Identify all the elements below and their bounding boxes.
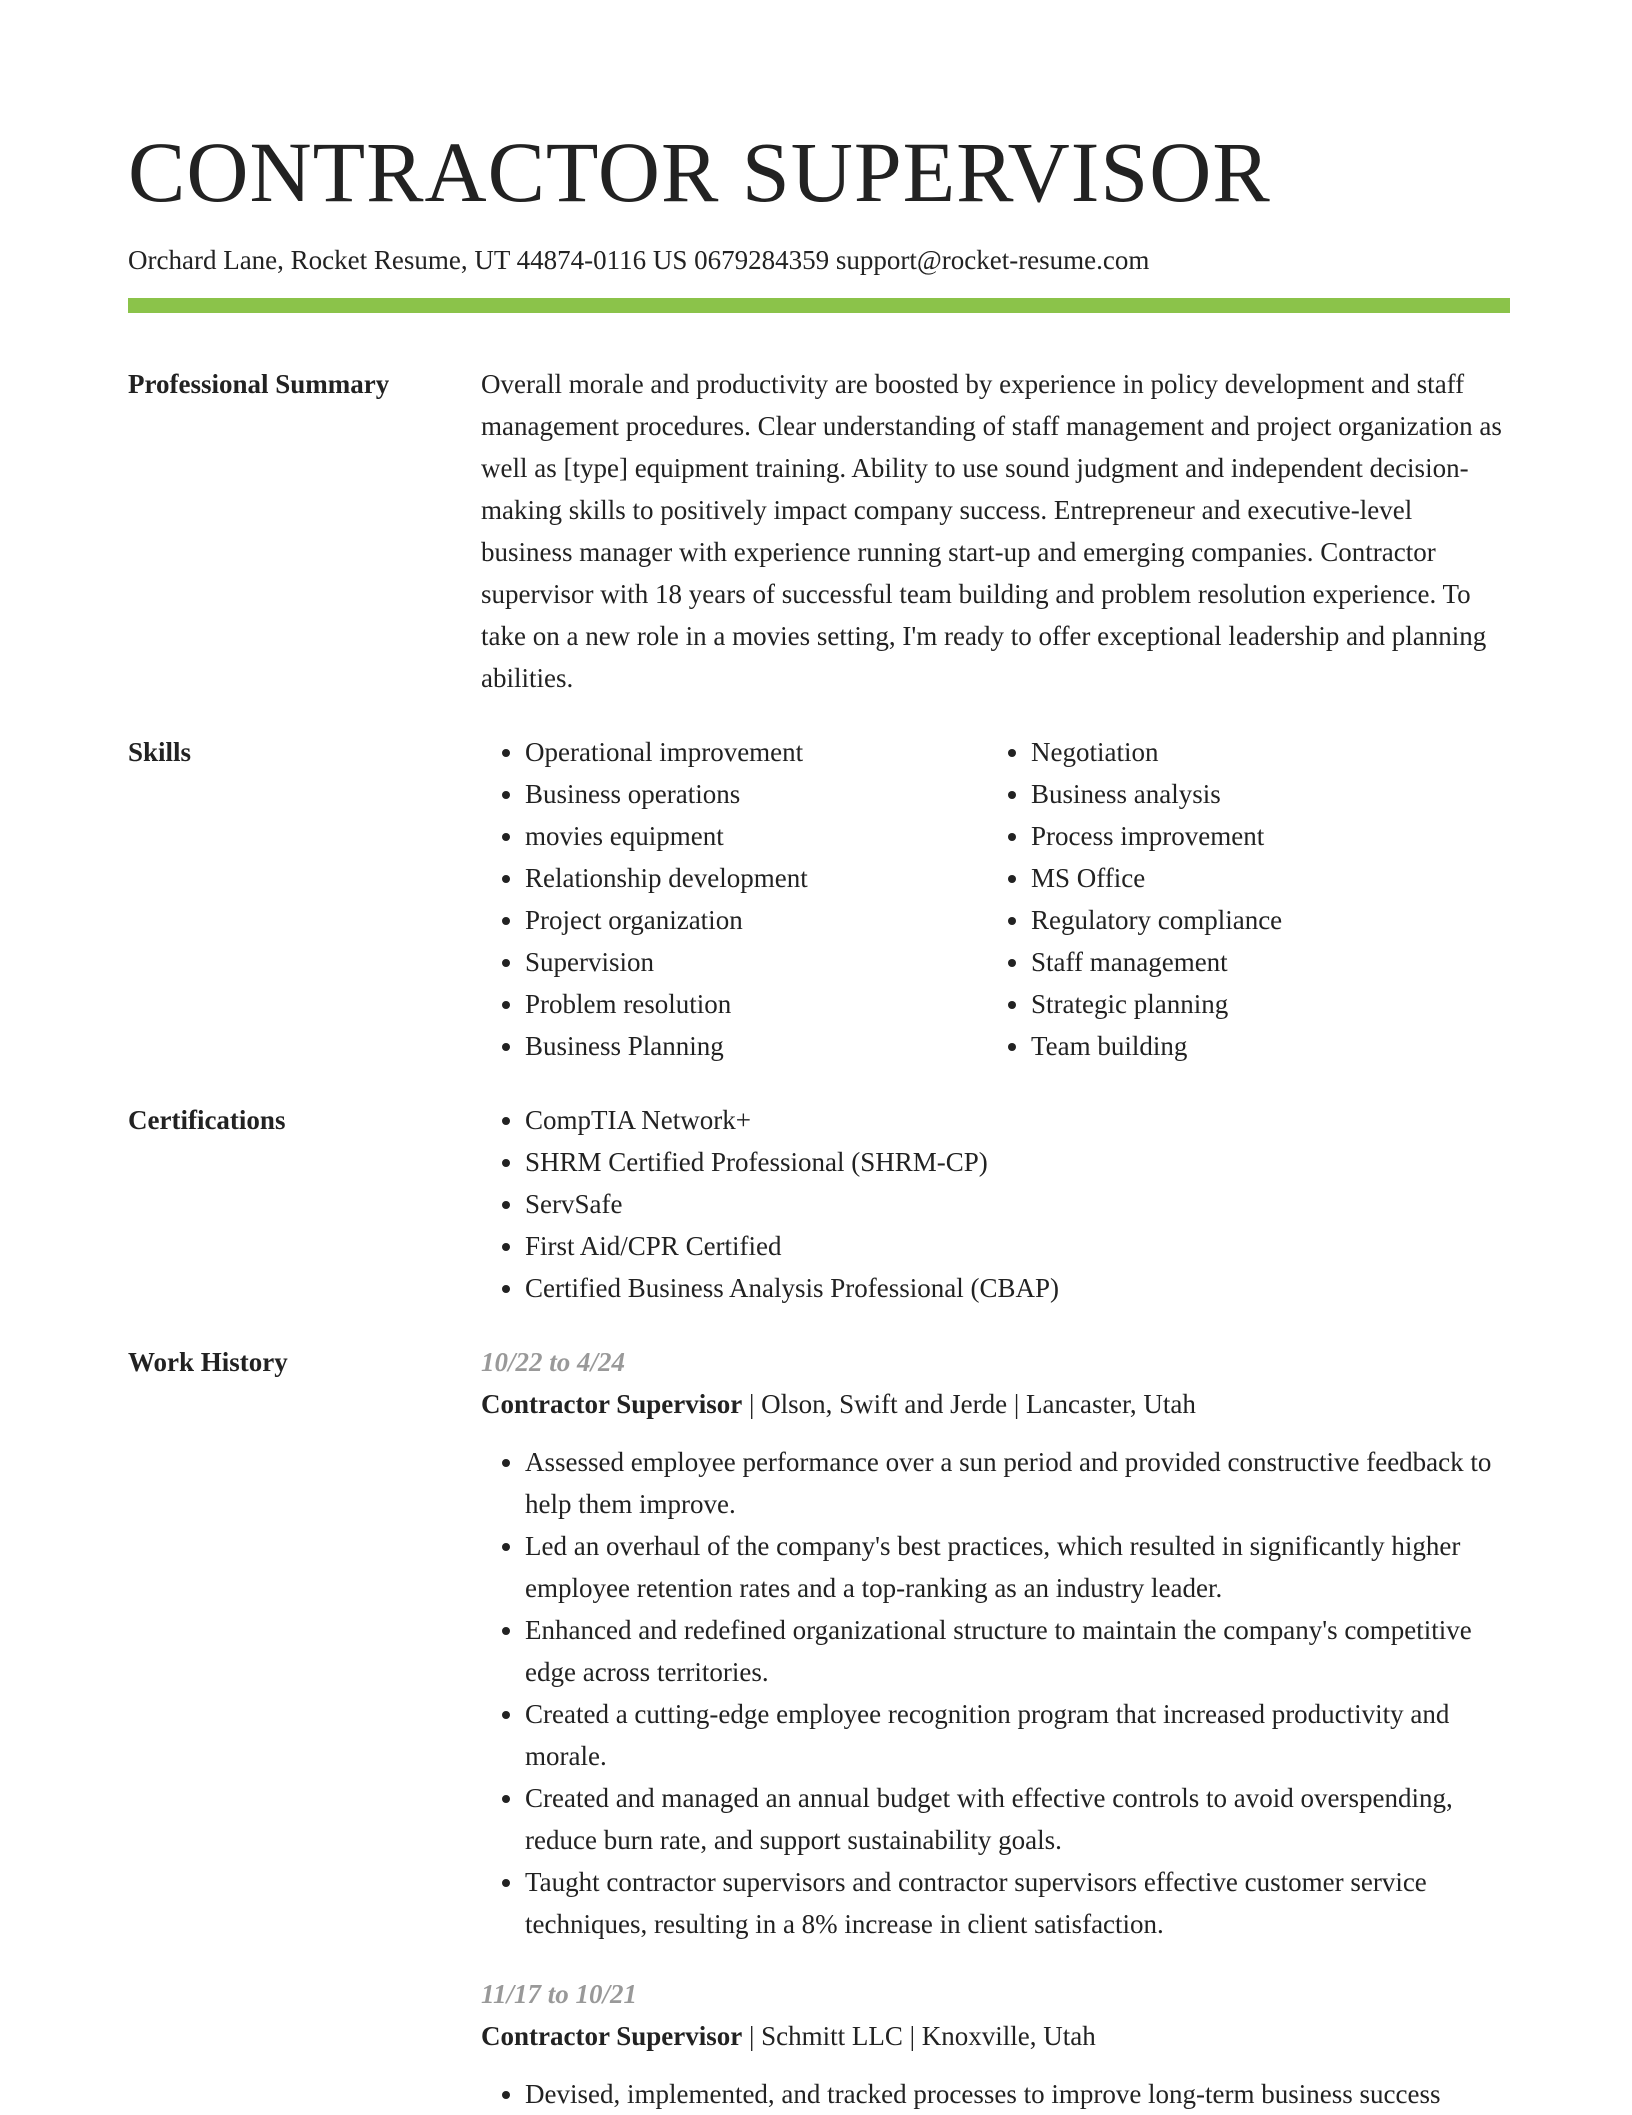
job-bullet: • Created a cutting-edge employee recognition program that increased productivity and morale. [525, 1693, 1510, 1777]
job-dates: 11/17 to 10/21 [481, 1979, 638, 2009]
skills-label: Skills [128, 737, 192, 767]
certifications-list [481, 1099, 1510, 1309]
skill-item: • Team building [1031, 1025, 1493, 1067]
summary-label: Professional Summary [128, 369, 390, 399]
skill-item: • Negotiation [1031, 731, 1493, 773]
certification-item: • SHRM Certified Professional (SHRM-CP) [525, 1141, 1510, 1183]
summary-section [128, 363, 1510, 699]
certification-item: • First Aid/CPR Certified [525, 1225, 1510, 1267]
job-employer-location: | Schmitt LLC | Knoxville, Utah [742, 2021, 1096, 2051]
skill-item: • Business Planning [525, 1025, 987, 1067]
skills-column-right [987, 731, 1493, 1067]
skills-list-right [987, 731, 1493, 1067]
job-heading [481, 1383, 1510, 1425]
certifications-section [128, 1099, 1510, 1309]
certification-item: • CompTIA Network+ [525, 1099, 1510, 1141]
skill-item: • Strategic planning [1031, 983, 1493, 1025]
header-divider [128, 298, 1510, 313]
summary-body [481, 363, 1510, 699]
skills-column-left [481, 731, 987, 1067]
skills-columns [481, 731, 1510, 1067]
skills-list-left [481, 731, 987, 1067]
certifications-label: Certifications [128, 1105, 286, 1135]
job-entry [481, 1973, 1510, 2115]
skills-section [128, 731, 1510, 1067]
work-history-label: Work History [128, 1347, 288, 1377]
job-bullet: • Led an overhaul of the company's best practices, which resulted in significantly higher employee retention rates and a top-ranking as an industry leader. [525, 1525, 1510, 1609]
job-bullet-list [481, 2073, 1510, 2115]
job-bullet-list [481, 1441, 1510, 1945]
skill-item: • Business operations [525, 773, 987, 815]
job-heading [481, 2015, 1510, 2057]
skill-item: • MS Office [1031, 857, 1493, 899]
resume-title: CONTRACTOR SUPERVISOR [128, 124, 1271, 220]
skill-item: • Process improvement [1031, 815, 1493, 857]
job-employer-location: | Olson, Swift and Jerde | Lancaster, Utah [742, 1389, 1196, 1419]
job-bullet: • Enhanced and redefined organizational structure to maintain the company's competitive edge across territories. [525, 1609, 1510, 1693]
certification-item: • ServSafe [525, 1183, 1510, 1225]
work-history-section [128, 1341, 1510, 2115]
resume-page [128, 0, 1510, 2115]
work-history-body [481, 1341, 1510, 2115]
job-bullet: • Taught contractor supervisors and contractor supervisors effective customer service techniques, resulting in a 8% increase in client satisfaction. [525, 1861, 1510, 1945]
skill-item: • Relationship development [525, 857, 987, 899]
job-entry [481, 1341, 1510, 1945]
job-bullet: • Assessed employee performance over a sun period and provided constructive feedback to help them improve. [525, 1441, 1510, 1525]
job-bullet: • Created and managed an annual budget with effective controls to avoid overspending, reduce burn rate, and support sustainability goals. [525, 1777, 1510, 1861]
summary-text: Overall morale and productivity are boosted by experience in policy development and staff management procedures. Clear understanding of staff management and project organization as well as [type] equipment training. Ability to use sound judgment and independent decision-making skills to positively impact company success. Entrepreneur and executive-level business manager with experience running start-up and emerging companies. Contractor supervisor with 18 years of successful team building and problem resolution experience. To take on a new role in a movies setting, I'm ready to offer exceptional leadership and planning abilities. [481, 369, 1502, 693]
skill-item: • Staff management [1031, 941, 1493, 983]
certification-item: • Certified Business Analysis Professional (CBAP) [525, 1267, 1510, 1309]
skill-item: • Operational improvement [525, 731, 987, 773]
job-title: Contractor Supervisor [481, 1389, 743, 1419]
contact-line: Orchard Lane, Rocket Resume, UT 44874-0116 US 0679284359 support@rocket-resume.com [128, 245, 1150, 275]
skill-item: • Project organization [525, 899, 987, 941]
skill-item: • Problem resolution [525, 983, 987, 1025]
skill-item: • Business analysis [1031, 773, 1493, 815]
skills-body [481, 731, 1510, 1067]
job-title: Contractor Supervisor [481, 2021, 743, 2051]
skill-item: • Regulatory compliance [1031, 899, 1493, 941]
job-dates: 10/22 to 4/24 [481, 1347, 626, 1377]
job-bullet: • Devised, implemented, and tracked processes to improve long-term business success [525, 2073, 1510, 2115]
certifications-body [481, 1099, 1510, 1309]
skill-item: • movies equipment [525, 815, 987, 857]
skill-item: • Supervision [525, 941, 987, 983]
